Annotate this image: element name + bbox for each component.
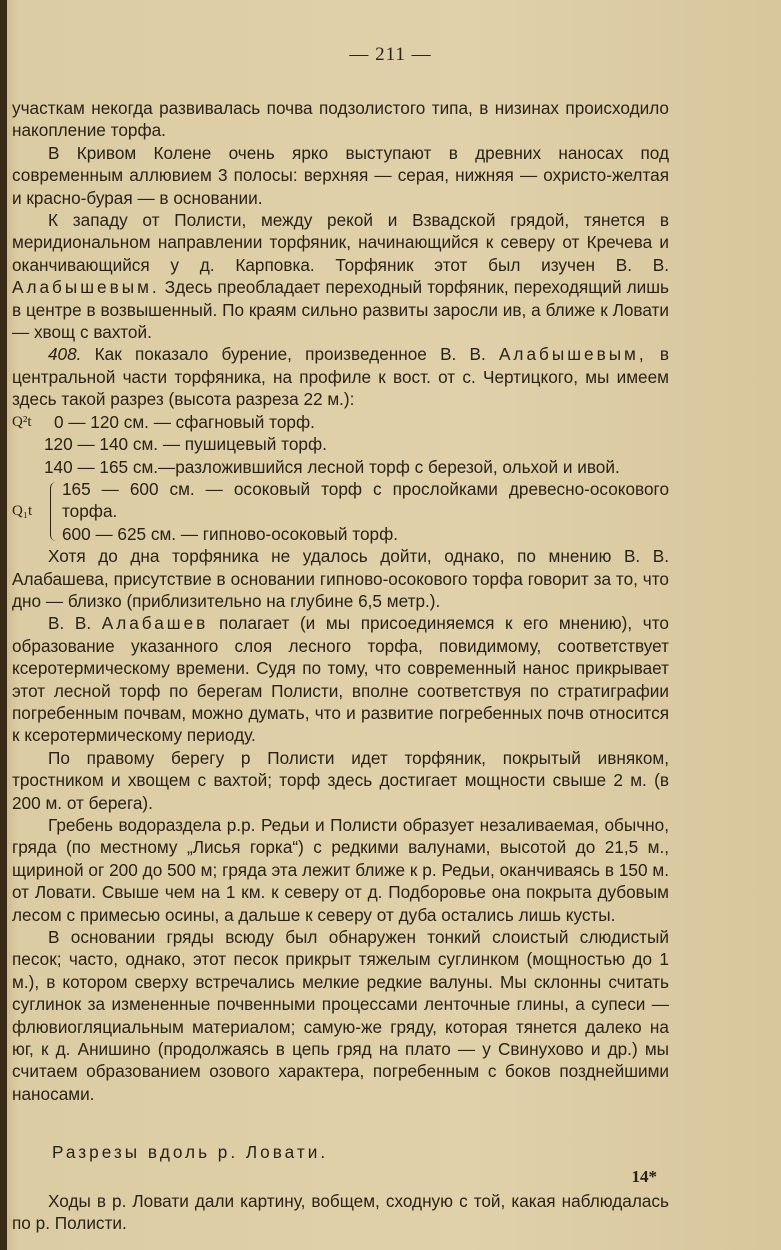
paragraph-4-start: Как показало бурение, произведенное В. В.	[94, 344, 486, 365]
profile-brace-group	[12, 478, 669, 545]
paragraph-1: участкам некогда развивалась почва подзолистого типа, в низинах происходило накопление торфа.	[12, 98, 669, 141]
printer-signature-mark: 14*	[631, 1167, 657, 1186]
profile-row	[12, 411, 669, 433]
paragraph-3	[12, 209, 669, 343]
paragraph-4-end: в центральной части торфяника, на профиле к вост. от с. Чертицкого, мы имеем здесь такой разрез (высота разреза 22 м.):	[12, 344, 670, 410]
page-number-header: — 211 —	[349, 44, 432, 65]
author-name-spaced: Алабышевым.	[12, 277, 160, 298]
paragraph-9: В основании гряды всюду был обнаружен тонкий слоистый слюдистый песок; часто, однако, этот песок прикрыт тяжелым суглинком (мощностью до 1 м.), в котором сверху встречались мелкие редкие валуны. Мы склонны считать суглинок за измененные почвенными процессами ленточные глины, а супеси — флювиогляциальным материалом; самую-же гряду, которая тянется далеко на юг, к д. Анишино (продолжаясь в цепь гряд на плато — у Свинухово и др.) мы считаем образованием озового характера, погребенным с боков позднейшими наносами.	[12, 927, 669, 1104]
profile-row	[12, 433, 669, 455]
paragraph-4	[12, 343, 669, 410]
paragraph-3-end: Здесь преобладает переходный торфяник, переходящий лишь в центре в возвышенный. По краям сильно развиты заросли ив, а ближе к Ловати — хвощ с вахтой.	[12, 277, 669, 343]
paragraph-6-end: полагает (и мы присоединяемся к его мнению), что образование указанного слоя лесного торфа, повидимому, соответствует ксеротермическому времени. Судя по тому, что современный нанос прикрывает этот лесной торф по берегам Полисти, вполне соответствуя по стратиграфии погребенным почвам, можно думать, что и развитие погребенных почв относится к ксеротермическому периоду.	[12, 613, 669, 746]
paragraph-7: По правому берегу р Полисти идет торфяник, покрытый ивняком, тростником и хвощем с вахтой; торф здесь достигает мощности свыше 2 м. (в 200 м. от берега).	[12, 747, 669, 813]
paragraph-5: Хотя до дна торфяника не удалось дойти, однако, по мнению В. В. Алабашева, присутствие в основании гипново-осокового торфа говорит за то, что дно — близко (приблизительно на глубине 6,5 метр.).	[12, 546, 669, 611]
stratigraphic-label-upper: Q²t	[12, 413, 32, 430]
section-number: 408.	[48, 344, 82, 365]
stratigraphic-label-lower: Q₁t	[12, 502, 33, 519]
author-name-spaced: Алабашев	[101, 613, 209, 634]
paragraph-6-start: В. В.	[48, 613, 92, 634]
paragraph-10: Ходы в р. Ловати дали картину, вобщем, сходную с той, какая наблюдалась по р. Полисти.	[12, 1190, 669, 1234]
paragraph-2: В Кривом Колене очень ярко выступают в древних наносах под современным аллювием 3 полосы: верхняя — серая, нижняя — охристо-желтая и красно-бурая — в основании.	[12, 142, 669, 208]
profile-layer: 120 — 140 см. — пушицевый торф.	[44, 434, 327, 455]
section-heading: Разрезы вдоль р. Ловати.	[52, 1142, 329, 1163]
profile-row	[12, 456, 669, 478]
profile-layer: 140 — 165 см.—разложившийся лесной торф с березой, ольхой и ивой.	[44, 456, 620, 477]
borehole-profile	[12, 411, 669, 545]
profile-layer: 600 — 625 см. — гипново-осоковый торф.	[62, 523, 398, 544]
paragraph-3-start: К западу от Полисти, между рекой и Взвадской грядой, тянется в меридиональном направлении торфяник, начинающийся к северу от Кречева и оканчивающийся у д. Карповка. Торфяник этот был изучен В. В.	[12, 210, 669, 275]
brace-icon	[50, 482, 57, 541]
page-body	[12, 97, 669, 1235]
paragraph-8: Гребень водораздела р.р. Редьи и Полисти образует незаливаемая, обычно, гряда (по местному „Лисья горка“) с редкими валунами, высотой до 21,5 м., щириной ог 200 до 500 м; гряда эта лежит ближе к р. Редьи, оканчиваясь в 150 м. от Ловати. Свыше чем на 1 км. к северу от д. Подборовье она покрыта дубовым лесом с примесью осины, а дальше к северу от дуба остались лишь кусты.	[12, 815, 669, 925]
paragraph-6	[12, 612, 669, 746]
profile-layer: 0 — 120 см. — сфагновый торф.	[54, 411, 315, 432]
book-spine-shadow	[0, 0, 7, 1250]
author-name-spaced: Алабышевым,	[498, 344, 647, 365]
profile-layer: 165 — 600 см. — осоковый торф с прослойками древесно-осокового торфа.	[62, 478, 669, 522]
